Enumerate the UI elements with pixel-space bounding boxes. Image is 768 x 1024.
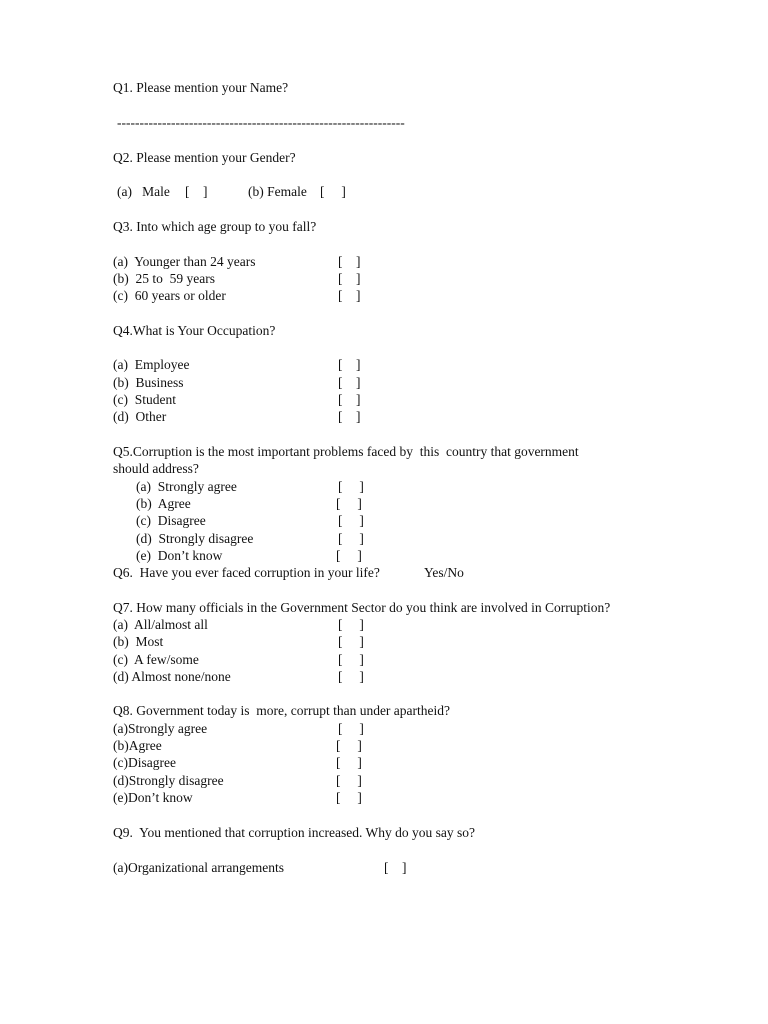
q8-option-label: (e)Don’t know (113, 790, 193, 805)
age-option-label: (b) 25 to 59 years (113, 271, 215, 286)
q4-question: Q4.What is Your Occupation? (113, 323, 276, 338)
occupation-option-label: (c) Student (113, 392, 176, 407)
q8-option-label: (b)Agree (113, 738, 162, 753)
q8-option-checkbox[interactable]: [ ] (338, 721, 364, 736)
q5-option-checkbox[interactable]: [ ] (338, 531, 364, 546)
gender-option-male-checkbox[interactable]: [ ] (185, 184, 208, 199)
gender-option-male-label: (a) Male (117, 184, 170, 199)
q9-question: Q9. You mentioned that corruption increased. Why do you say so? (113, 825, 475, 840)
occupation-option-checkbox[interactable]: [ ] (338, 357, 361, 372)
q5-question-line2: should address? (113, 461, 199, 476)
q9-option-label: (a)Organizational arrangements (113, 860, 285, 875)
q8-question: Q8. Government today is more, corrupt than under apartheid? (113, 703, 451, 718)
q7-question: Q7. How many officials in the Government Sector do you think are involved in Corruption? (113, 600, 611, 615)
q8-option-checkbox[interactable]: [ ] (336, 773, 362, 788)
q2-question: Q2. Please mention your Gender? (113, 150, 296, 165)
age-option-checkbox[interactable]: [ ] (338, 271, 361, 286)
q6-yes-no-answer[interactable]: Yes/No (424, 565, 464, 580)
q9-option-checkbox[interactable]: [ ] (384, 860, 407, 875)
q8-option-label: (a)Strongly agree (113, 721, 208, 736)
occupation-option-label: (b) Business (113, 375, 184, 390)
q5-option-checkbox[interactable]: [ ] (338, 513, 364, 528)
gender-option-female-label: (b) Female (248, 184, 307, 199)
q5-option-label: (c) Disagree (136, 513, 206, 528)
age-option-checkbox[interactable]: [ ] (338, 288, 361, 303)
q7-option-checkbox[interactable]: [ ] (338, 617, 364, 632)
occupation-option-checkbox[interactable]: [ ] (338, 409, 361, 424)
q8-option-checkbox[interactable]: [ ] (336, 738, 362, 753)
q8-option-checkbox[interactable]: [ ] (336, 790, 362, 805)
age-option-label: (c) 60 years or older (113, 288, 226, 303)
q7-option-label: (b) Most (113, 634, 164, 649)
q5-option-label: (e) Don’t know (136, 548, 223, 563)
q8-option-label: (d)Strongly disagree (113, 773, 224, 788)
q5-question-line1: Q5.Corruption is the most important problems faced by this country that government (113, 444, 579, 459)
occupation-option-label: (d) Other (113, 409, 167, 424)
occupation-option-checkbox[interactable]: [ ] (338, 392, 361, 407)
q5-option-checkbox[interactable]: [ ] (336, 548, 362, 563)
q6-question: Q6. Have you ever faced corruption in your life? (113, 565, 380, 580)
occupation-option-checkbox[interactable]: [ ] (338, 375, 361, 390)
occupation-option-label: (a) Employee (113, 357, 190, 372)
q3-question: Q3. Into which age group to you fall? (113, 219, 317, 234)
q7-option-checkbox[interactable]: [ ] (338, 634, 364, 649)
gender-option-female-checkbox[interactable]: [ ] (320, 184, 346, 199)
q7-option-label: (d) Almost none/none (113, 669, 231, 684)
q5-option-label: (b) Agree (136, 496, 191, 511)
q7-option-checkbox[interactable]: [ ] (338, 652, 364, 667)
q8-option-label: (c)Disagree (113, 755, 176, 770)
name-answer-line[interactable]: ---------------------------------------------------------------- (117, 115, 405, 130)
q7-option-label: (c) A few/some (113, 652, 199, 667)
q5-option-checkbox[interactable]: [ ] (336, 496, 362, 511)
q7-option-label: (a) All/almost all (113, 617, 208, 632)
age-option-checkbox[interactable]: [ ] (338, 254, 361, 269)
q8-option-checkbox[interactable]: [ ] (336, 755, 362, 770)
q5-option-checkbox[interactable]: [ ] (338, 479, 364, 494)
age-option-label: (a) Younger than 24 years (113, 254, 256, 269)
q7-option-checkbox[interactable]: [ ] (338, 669, 364, 684)
q5-option-label: (d) Strongly disagree (136, 531, 254, 546)
q1-question: Q1. Please mention your Name? (113, 80, 289, 95)
q5-option-label: (a) Strongly agree (136, 479, 237, 494)
